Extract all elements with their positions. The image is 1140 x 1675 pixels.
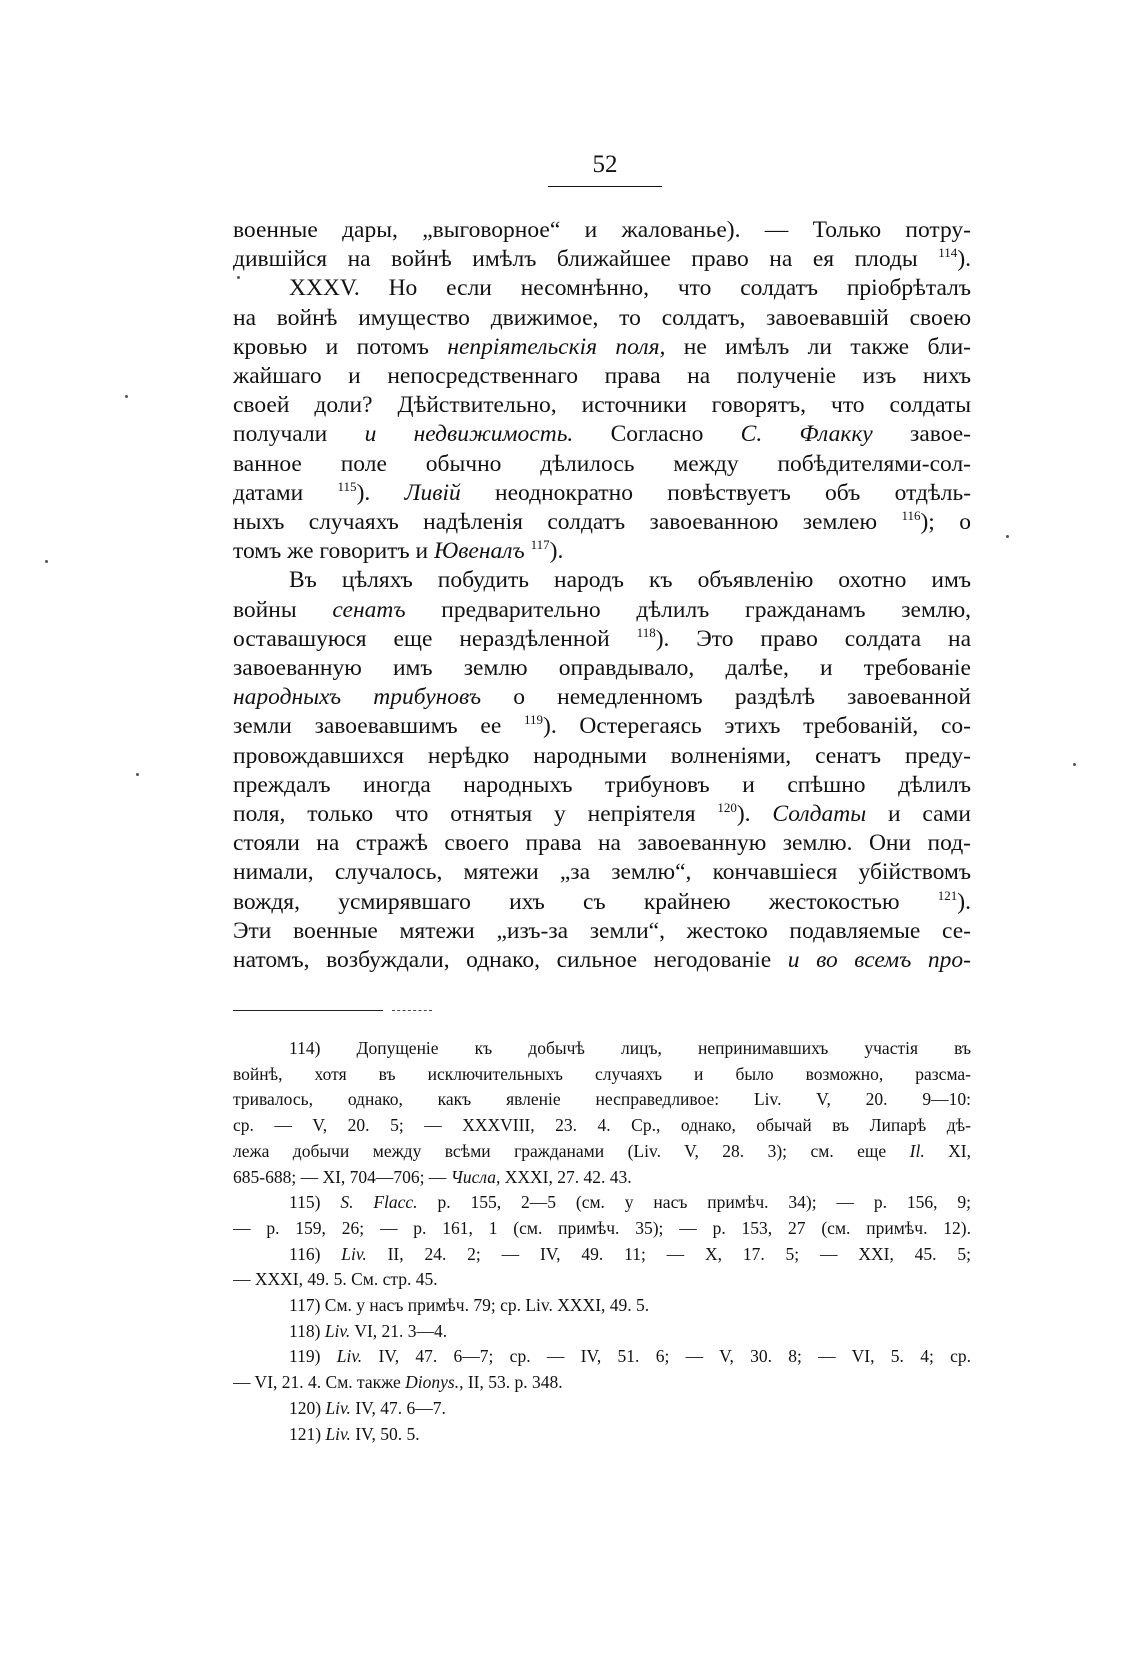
footnote-121: 121) Liv. IV, 50. 5. bbox=[289, 1423, 420, 1444]
footnote-line: 685-688; — XI, 704—706; — Числа, XXXI, 27. 42. 43. bbox=[233, 1166, 632, 1187]
footnote-line: войнѣ, хотя въ исключительныхъ случаяхъ и было возможно, разсма- bbox=[233, 1063, 971, 1084]
text-line: провождавшихся нерѣдко народными волненіями, сенатъ преду- bbox=[233, 742, 971, 769]
page-number: 52 bbox=[592, 151, 618, 178]
footnote-ref: 119 bbox=[523, 712, 544, 728]
footnote-119: 119) Liv. IV, 47. 6—7; ср. — IV, 51. 6; — V, 30. 8; — VI, 5. 4; ср. bbox=[289, 1346, 971, 1367]
footnote-118: 118) Liv. VI, 21. 3—4. bbox=[289, 1320, 448, 1341]
text-line: земли завоевавшимъ ее $^{119}$). Остерегаясь этихъ требованій, со- bbox=[233, 712, 971, 740]
footnote-ref: 121 bbox=[937, 887, 958, 903]
main-text bbox=[233, 216, 971, 975]
footnote-line: — XXXI, 49. 5. См. стр. 45. bbox=[233, 1269, 438, 1290]
footnote-ref: 117 bbox=[530, 537, 550, 553]
footnote-line: — p. 159, 26; — p. 161, 1 (см. примѣч. 35); — p. 153, 27 (см. примѣч. 12). bbox=[233, 1217, 971, 1238]
text-line: ныхъ случаяхъ надѣленія солдатъ завоеванною землею $^{116}$); о bbox=[233, 508, 971, 536]
text-line: на войнѣ имущество движимое, то солдатъ, завоевавшій своею bbox=[233, 304, 971, 331]
footnotes bbox=[233, 1036, 971, 1447]
footnote-ref: 118 bbox=[636, 625, 656, 641]
scan-speck bbox=[1006, 535, 1009, 538]
page-number-rule bbox=[548, 186, 662, 187]
text-line: дившійся на войнѣ имѣлъ ближайшее право на ея плоды $^{114}$). bbox=[233, 245, 971, 273]
footnote-115: 115) S. Flacc. p. 155, 2—5 (см. у насъ примѣч. 34); — p. 156, 9; bbox=[289, 1192, 971, 1213]
footnote-116: 116) Liv. II, 24. 2; — IV, 49. 11; — X, 17. 5; — XXI, 45. 5; bbox=[289, 1243, 971, 1264]
footnote-separator-tail bbox=[392, 1010, 432, 1011]
text-line: преждалъ иногда народныхъ трибуновъ и спѣшно дѣлилъ bbox=[233, 771, 971, 798]
footnote-line: тривалось, однако, какъ явленіе несправедливое: Liv. V, 20. 9—10: bbox=[233, 1089, 971, 1110]
footnote-ref: 115 bbox=[337, 479, 357, 494]
footnote-120: 120) Liv. IV, 47. 6—7. bbox=[289, 1397, 446, 1418]
text-line: ванное поле обычно дѣлилось между побѣдителями-сол- bbox=[233, 450, 971, 477]
footnote-line: ср. — V, 20. 5; — XXXVIII, 23. 4. Ср., однако, обычай въ Липарѣ дѣ- bbox=[233, 1115, 971, 1136]
scan-speck bbox=[125, 395, 128, 398]
scan-speck bbox=[237, 276, 240, 279]
paragraph-start-line: Въ цѣляхъ побудить народъ къ объявленію охотно имъ bbox=[289, 567, 971, 594]
text-line: томъ же говоритъ и Ювеналъ $^{117}$). bbox=[233, 537, 564, 565]
text-line: завоеванную имъ землю оправдывало, далѣе, и требованіе bbox=[233, 655, 971, 682]
text-line: натомъ, возбуждали, однако, сильное негодованіе и во всемъ про- bbox=[233, 947, 971, 974]
footnote-line: лежа добычи между всѣми гражданами (Liv. V, 28. 3); см. еще Il. XI, bbox=[233, 1140, 971, 1161]
text-line: оставашуюся еще нераздѣленной $^{118}$). Это право солдата на bbox=[233, 625, 971, 652]
text-line: нимали, случалось, мятежи „за землю“, кончавшіеся убійствомъ bbox=[233, 859, 971, 886]
scan-speck bbox=[136, 773, 139, 776]
text-line: получали и недвижимость. Согласно С. Флакку завое- bbox=[233, 421, 971, 448]
footnote-ref: 116 bbox=[901, 508, 921, 524]
text-line: стояли на стражѣ своего права на завоеванную землю. Они под- bbox=[233, 830, 971, 857]
section-start-line: XXXV. Но если несомнѣнно, что солдатъ пріобрѣталъ bbox=[289, 275, 971, 302]
footnote-ref: 114 bbox=[938, 245, 958, 261]
scan-speck bbox=[1073, 763, 1076, 766]
text-line: Эти военные мятежи „изъ-за земли“, жестоко подавляемые се- bbox=[233, 917, 971, 944]
text-line: поля, только что отнятыя у непріятеля $^{120}$). Солдаты и сами bbox=[233, 800, 971, 828]
footnote-114: 114) Допущеніе къ добычѣ лицъ, непринимавшихъ участія въ bbox=[289, 1038, 971, 1058]
text-line: вождя, усмирявшаго ихъ съ крайнею жестокостью $^{121}$). bbox=[233, 887, 971, 915]
footnote-ref: 120 bbox=[717, 800, 737, 816]
text-line: жайшаго и непосредственнаго права на полученіе изъ нихъ bbox=[233, 363, 971, 390]
text-line: кровью и потомъ непріятельскія поля, не имѣлъ ли также бли- bbox=[233, 333, 971, 360]
footnote-separator bbox=[233, 1010, 383, 1011]
text-line: военные дары, „выговорное“ и жалованье). — Только потру- bbox=[233, 217, 971, 243]
text-line: народныхъ трибуновъ о немедленномъ раздѣлѣ завоеванной bbox=[233, 684, 971, 711]
footnote-line: — VI, 21. 4. См. также Dionys., II, 53. p. 348. bbox=[233, 1372, 563, 1393]
footnote-117: 117) См. у насъ примѣч. 79; ср. Liv. XXXI, 49. 5. bbox=[289, 1295, 650, 1316]
text-line: войны сенатъ предварительно дѣлилъ гражданамъ землю, bbox=[233, 596, 971, 623]
text-line: датами $^{115}$). Ливій неоднократно повѣствуетъ объ отдѣль- bbox=[233, 479, 971, 506]
text-line: своей доли? Дѣйствительно, источники говорятъ, что солдаты bbox=[233, 392, 971, 419]
scan-speck bbox=[45, 560, 48, 563]
